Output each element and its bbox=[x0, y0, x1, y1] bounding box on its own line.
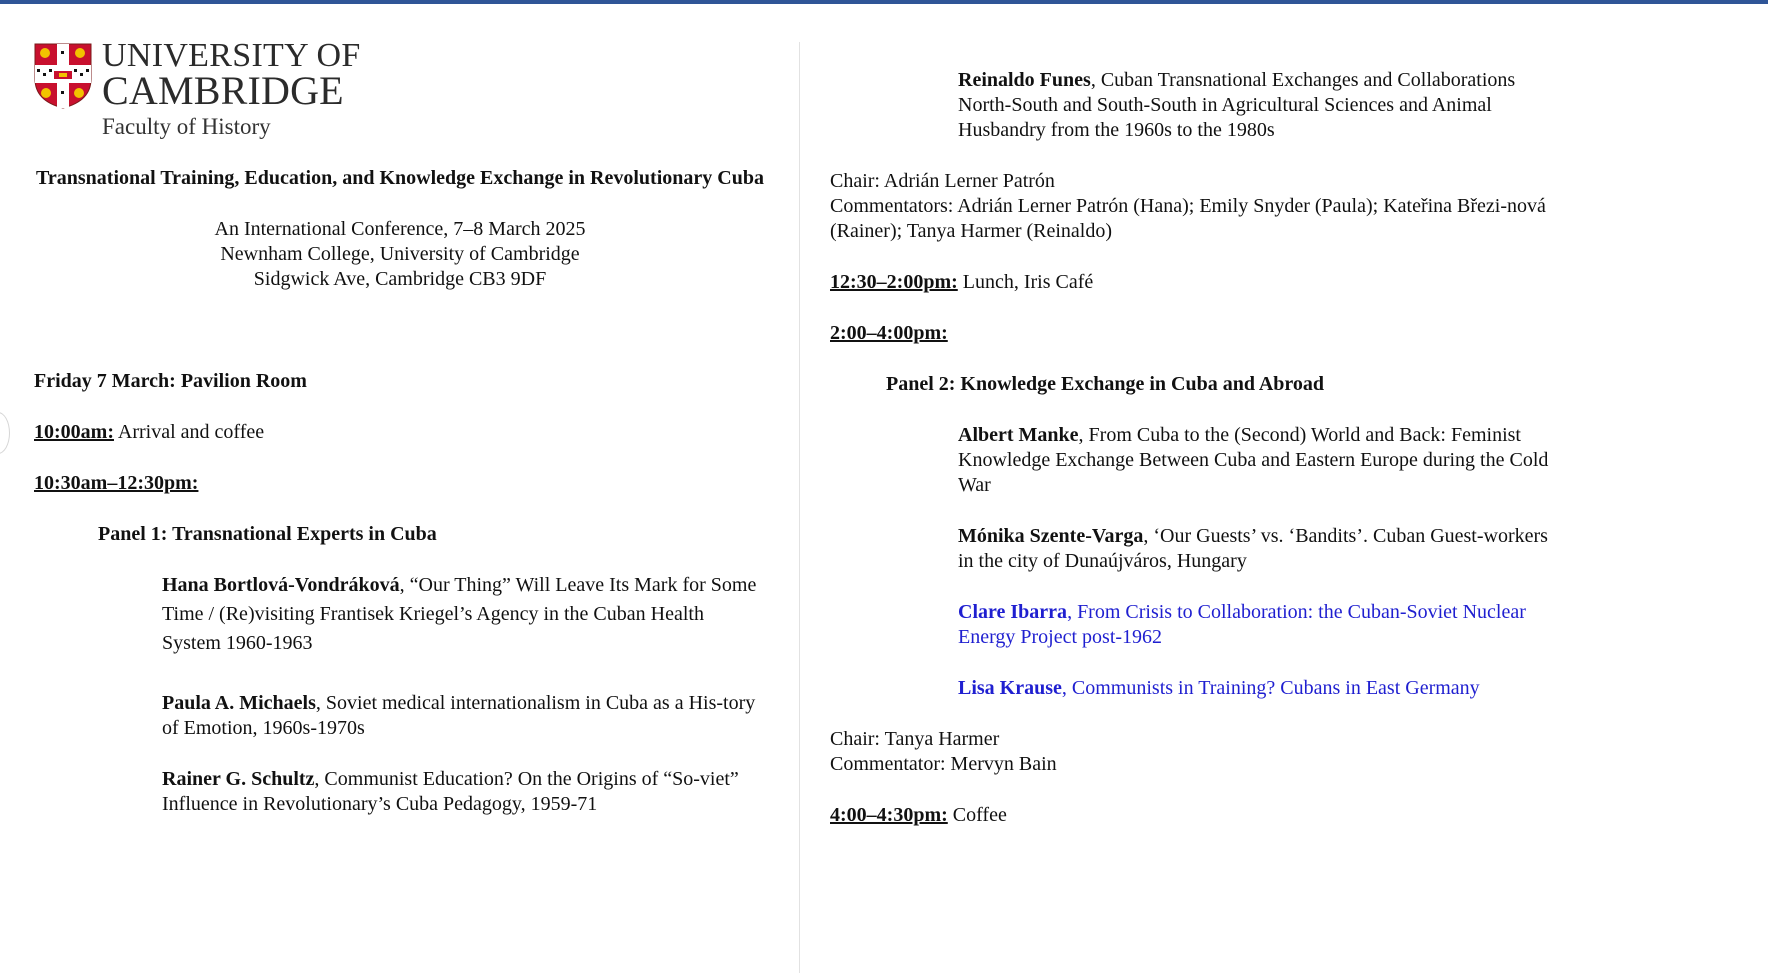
talk-entry bbox=[958, 423, 1568, 498]
talk-entry bbox=[162, 571, 766, 658]
day-heading: Friday 7 March: Pavilion Room bbox=[34, 370, 307, 392]
right-page-column bbox=[830, 68, 1568, 828]
speaker-name: Paula A. Michaels bbox=[162, 692, 316, 714]
speaker-name: Albert Manke bbox=[958, 424, 1079, 446]
speaker-name: Rainer G. Schultz bbox=[162, 768, 315, 790]
talk-title: , Communist Education? On the Origins of “So-viet” Influence in Revolutionary’s Cuba Pedagogy, 1959-71 bbox=[162, 768, 739, 815]
time-label: 2:00–4:00pm: bbox=[830, 322, 948, 344]
window-top-accent-bar bbox=[0, 0, 1768, 4]
logo-university-of: UNIVERSITY OF bbox=[102, 37, 361, 74]
conference-venue: Newnham College, University of Cambridge bbox=[220, 243, 580, 265]
conference-address: Sidgwick Ave, Cambridge CB3 9DF bbox=[253, 268, 547, 290]
chair-line: Chair: Adrián Lerner Patrón bbox=[830, 170, 1055, 192]
talk-entry bbox=[162, 691, 766, 741]
panel-1-heading: Panel 1: Transnational Experts in Cuba bbox=[98, 523, 437, 545]
schedule-arrival: 10:00am: Arrival and coffee bbox=[34, 421, 265, 443]
speaker-name: Mónika Szente-Varga bbox=[958, 525, 1144, 547]
logo-faculty: Faculty of History bbox=[102, 114, 271, 139]
schedule-lunch: 12:30–2:00pm: Lunch, Iris Café bbox=[830, 271, 1094, 293]
speaker-name: Lisa Krause bbox=[958, 677, 1062, 699]
speaker-name: Clare Ibarra bbox=[958, 601, 1068, 623]
page-divider bbox=[799, 42, 800, 973]
speaker-name: Reinaldo Funes bbox=[958, 69, 1091, 91]
speaker-name: Hana Bortlová-Vondráková bbox=[162, 574, 400, 596]
time-label: 10:30am–12:30pm: bbox=[34, 472, 199, 494]
talk-title: , “Our Thing” Will Leave Its Mark for Some Time / (Re)visiting Frantisek Kriegel’s Agency in the Cuban Health System 1960-1963 bbox=[162, 574, 757, 654]
panel-2-heading: Panel 2: Knowledge Exchange in Cuba and Abroad bbox=[886, 373, 1325, 395]
talk-entry bbox=[958, 524, 1568, 574]
time-label: 12:30–2:00pm: bbox=[830, 271, 958, 293]
left-page-column bbox=[34, 37, 766, 817]
time-label: 10:00am: bbox=[34, 421, 114, 443]
time-label: 4:00–4:30pm: bbox=[830, 804, 948, 826]
cambridge-shield-icon bbox=[34, 43, 92, 109]
conference-dates: An International Conference, 7–8 March 2025 bbox=[214, 218, 586, 240]
scroll-handle[interactable] bbox=[0, 412, 10, 454]
talk-title: , Cuban Transnational Exchanges and Collaborations North-South and South-South in Agricultural Sciences and Animal Husbandry from the 1960s to the 1980s bbox=[958, 69, 1516, 141]
talk-entry-highlighted bbox=[958, 676, 1568, 701]
schedule-coffee: 4:00–4:30pm: Coffee bbox=[830, 804, 1007, 826]
schedule-session-2 bbox=[830, 321, 1568, 346]
talk-entry bbox=[958, 68, 1568, 143]
talk-title: , From Crisis to Collaboration: the Cuban-Soviet Nuclear Energy Project post-1962 bbox=[958, 601, 1526, 648]
commentator-line: Commentator: Mervyn Bain bbox=[830, 753, 1057, 775]
university-logo bbox=[34, 37, 766, 140]
talk-title: , From Cuba to the (Second) World and Back: Feminist Knowledge Exchange Between Cuba and Eastern Europe during the Cold War bbox=[958, 424, 1549, 496]
schedule-session-1 bbox=[34, 471, 766, 496]
conference-info bbox=[34, 217, 766, 292]
logo-cambridge: CAMBRIDGE bbox=[102, 68, 344, 113]
talk-title: , Communists in Training? Cubans in East Germany bbox=[1061, 677, 1480, 699]
chair-line: Chair: Tanya Harmer bbox=[830, 728, 1000, 750]
talk-entry bbox=[162, 767, 766, 817]
document-title: Transnational Training, Education, and Knowledge Exchange in Revolutionary Cuba bbox=[36, 167, 764, 189]
commentators-line: Commentators: Adrián Lerner Patrón (Hana); Emily Snyder (Paula); Kateřina Březi-nová (Rainer); Tanya Harmer (Reinaldo) bbox=[830, 195, 1546, 242]
talk-title: , Soviet medical internationalism in Cuba as a His-tory of Emotion, 1960s-1970s bbox=[162, 692, 756, 739]
talk-entry-highlighted bbox=[958, 600, 1568, 650]
talk-title: , ‘Our Guests’ vs. ‘Bandits’. Cuban Guest-workers in the city of Dunaújváros, Hungary bbox=[958, 525, 1548, 572]
